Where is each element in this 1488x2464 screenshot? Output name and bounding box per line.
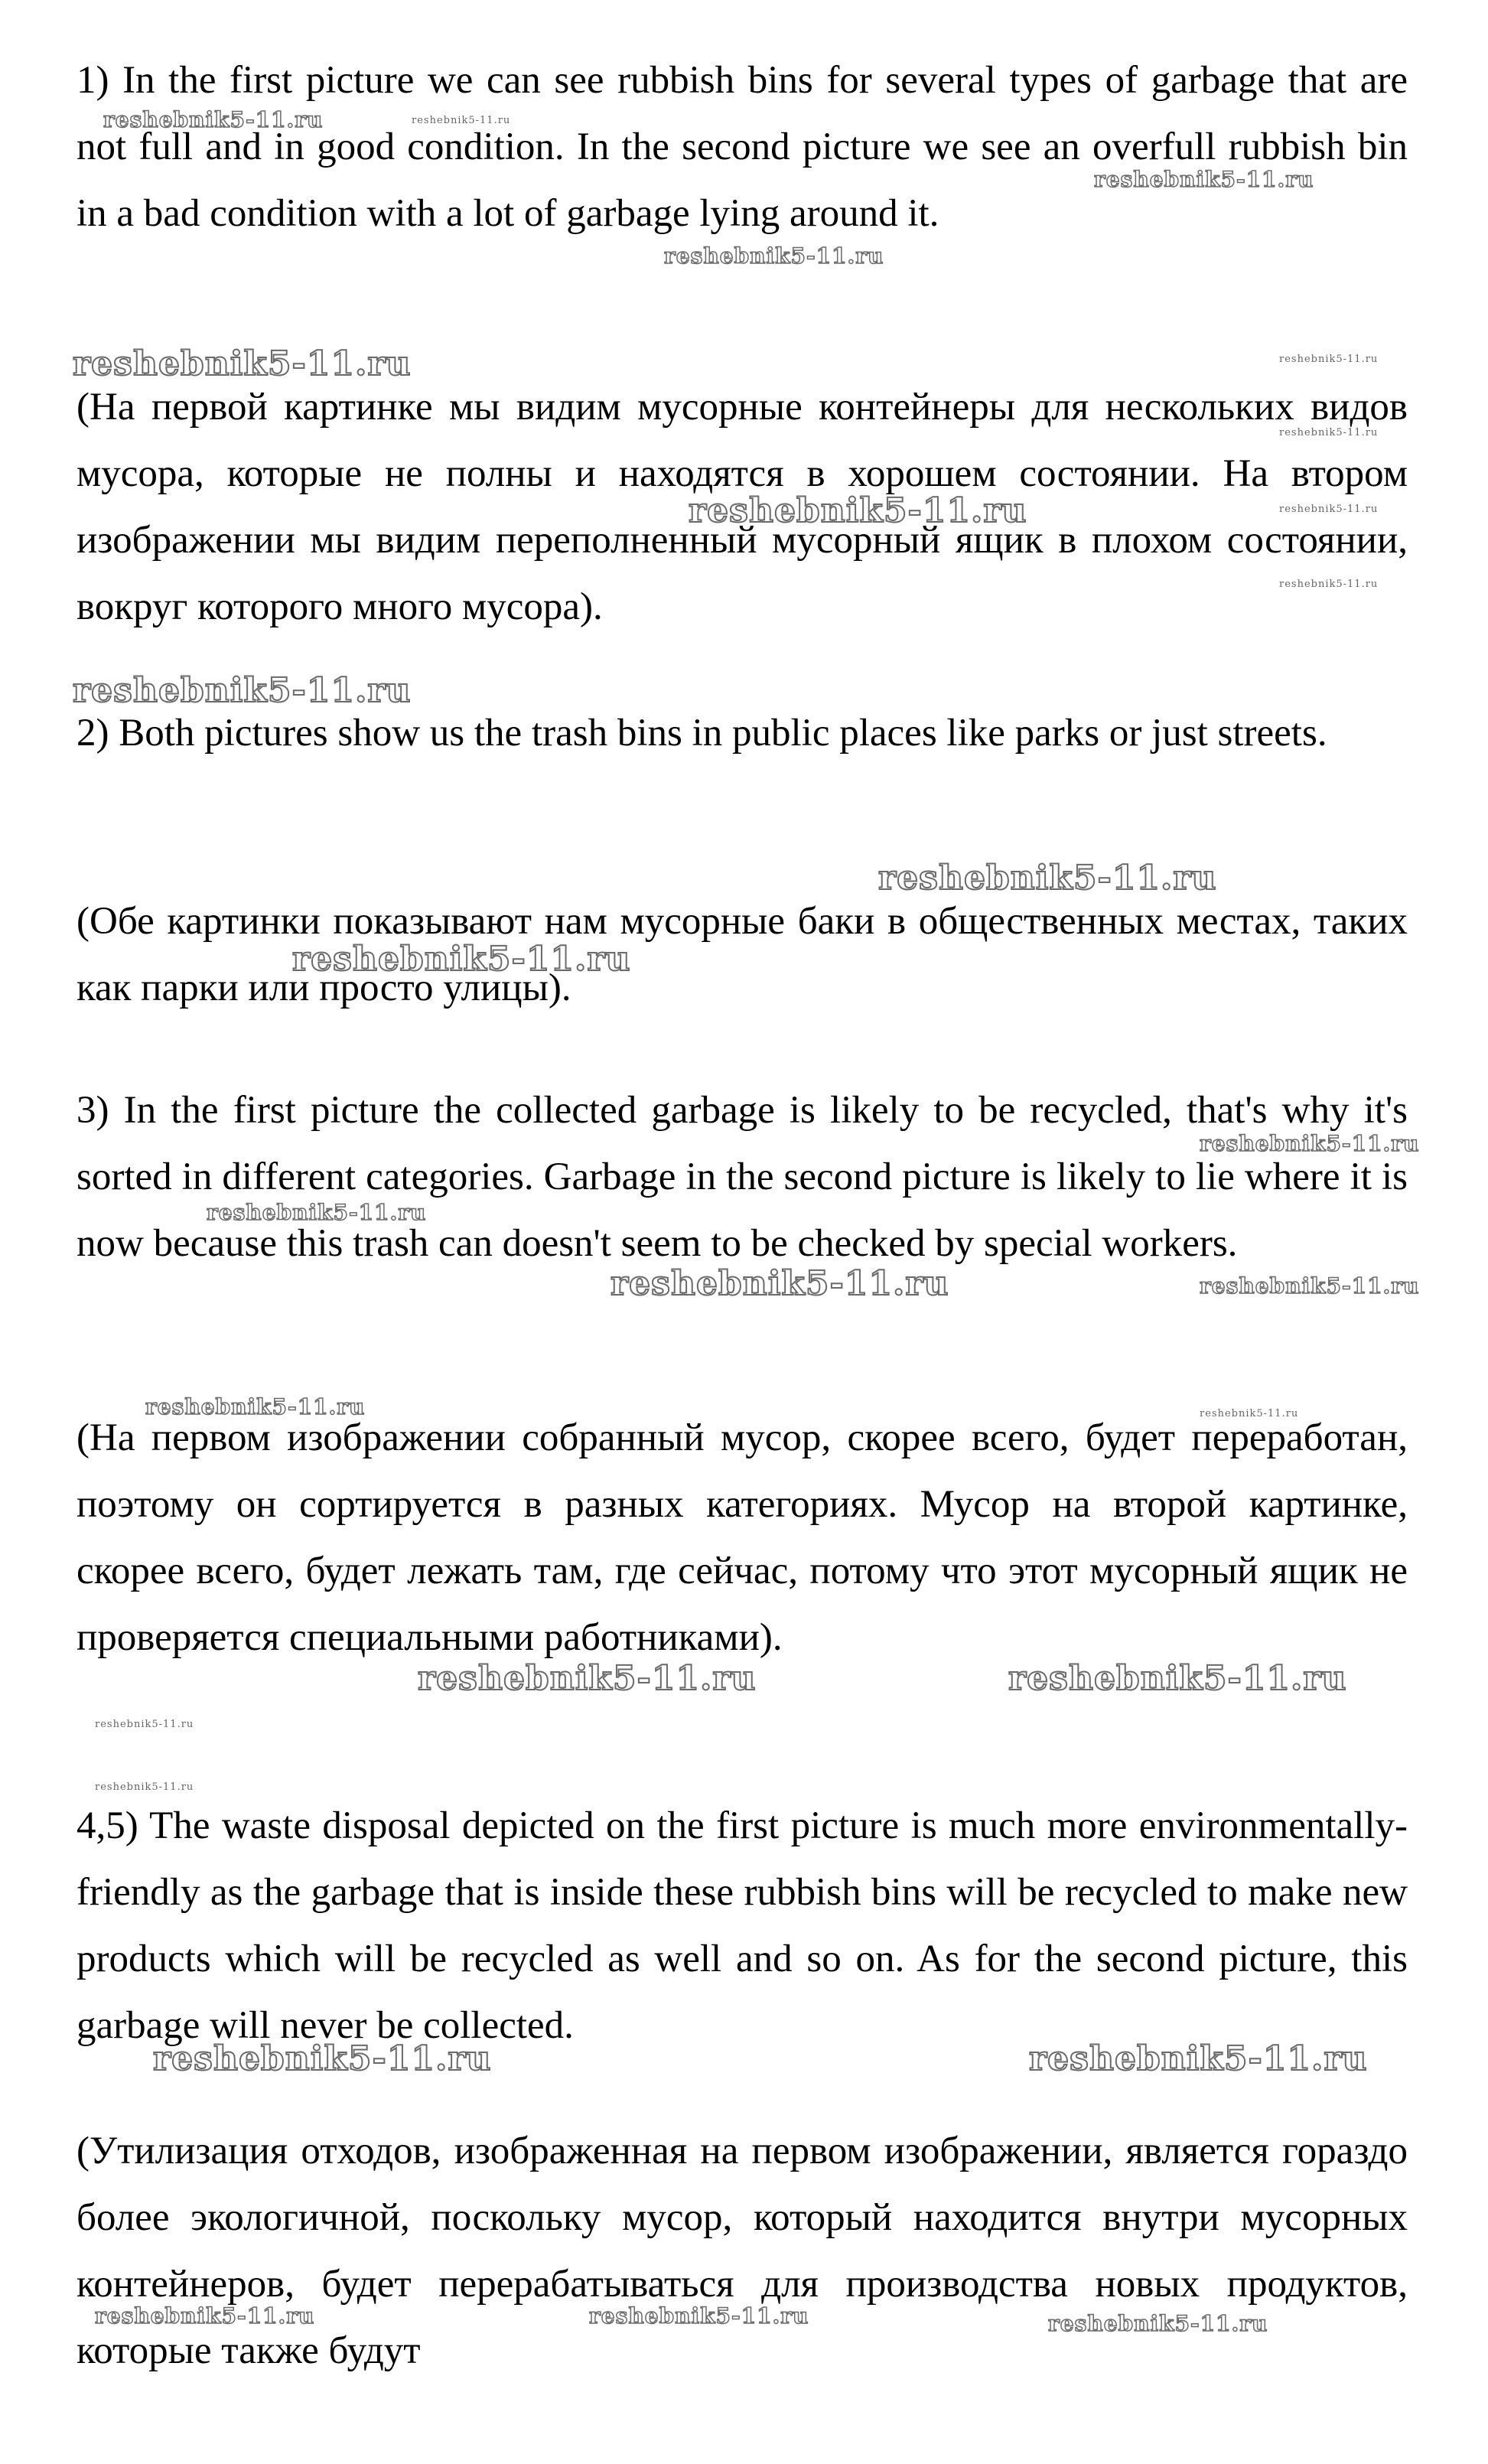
watermark: reshebnik5-11.ru [95,1781,194,1793]
paragraph-4-5-russian: (Утилизация отходов, изображенная на первом изображении, является гораздо более экологичной, поскольку мусор, который находится внутри мусорных контейнеров, будет перерабатываться для производства новых продуктов, которые также будут [77,2130,1408,2372]
watermark: reshebnik5-11.ru [292,940,631,979]
watermark: reshebnik5-11.ru [1200,1131,1420,1156]
watermark: reshebnik5-11.ru [1200,1273,1420,1299]
watermark: reshebnik5-11.ru [1094,167,1314,192]
watermark: reshebnik5-11.ru [1200,1408,1299,1419]
watermark: reshebnik5-11.ru [664,243,884,269]
watermark: reshebnik5-11.ru [1008,1659,1347,1698]
watermark: reshebnik5-11.ru [589,2303,809,2329]
watermark: reshebnik5-11.ru [207,1200,427,1225]
watermark: reshebnik5-11.ru [95,1719,194,1730]
paragraph-2-english: 2) Both pictures show us the trash bins in public places like parks or just streets. [77,712,1327,755]
watermark: reshebnik5-11.ru [103,107,324,132]
watermark: reshebnik5-11.ru [1048,2311,1268,2336]
watermark: reshebnik5-11.ru [1279,504,1379,515]
watermark: reshebnik5-11.ru [1029,2039,1368,2078]
watermark: reshebnik5-11.ru [412,115,511,126]
watermark: reshebnik5-11.ru [95,2303,315,2329]
watermark: reshebnik5-11.ru [611,1264,949,1303]
watermark: reshebnik5-11.ru [1279,354,1379,365]
watermark: reshebnik5-11.ru [145,1394,366,1419]
paragraph-4-5-english: 4,5) The waste disposal depicted on the first picture is much more environmentally-friendly as the garbage that is inside these rubbish bins will be recycled to make new products which will be recycled as well and so on. As for the second picture, this garbage will never be collected. [77,1804,1408,2047]
paragraph-3-russian: (На первом изображении собранный мусор, скорее всего, будет переработан, поэтому он сортируется в разных категориях. Мусор на второй картинке, скорее всего, будет лежать там, где сейчас, потому что этот мусорный ящик не проверяется специальными работниками). [77,1416,1408,1659]
watermark: reshebnik5-11.ru [1279,579,1379,590]
watermark: reshebnik5-11.ru [418,1659,757,1698]
watermark: reshebnik5-11.ru [878,859,1217,898]
watermark: reshebnik5-11.ru [1279,427,1379,438]
paragraph-3-english: 3) In the first picture the collected garbage is likely to be recycled, that's why it's sorted in different categories. Garbage in the second picture is likely to lie where it is now because this trash can doesn't seem to be checked by special workers. [77,1089,1408,1265]
paragraph-1-english: 1) In the first picture we can see rubbish bins for several types of garbage that are not full and in good condition. In the second picture we see an overfull rubbish bin in a bad condition with a lot of garbage lying around it. [77,59,1408,235]
watermark: reshebnik5-11.ru [689,491,1027,530]
paragraph-1-russian: (На первой картинке мы видим мусорные контейнеры для нескольких видов мусора, которые не полны и находятся в хорошем состоянии. На втором изображении мы видим переполненный мусорный ящик в плохом состоянии, вокруг которого много мусора). [77,386,1408,628]
watermark: reshebnik5-11.ru [73,344,412,383]
watermark: reshebnik5-11.ru [73,671,412,710]
paragraph-2-russian: (Обе картинки показывают нам мусорные баки в общественных местах, таких как парки или просто улицы). [77,900,1408,1009]
watermark: reshebnik5-11.ru [153,2039,492,2078]
